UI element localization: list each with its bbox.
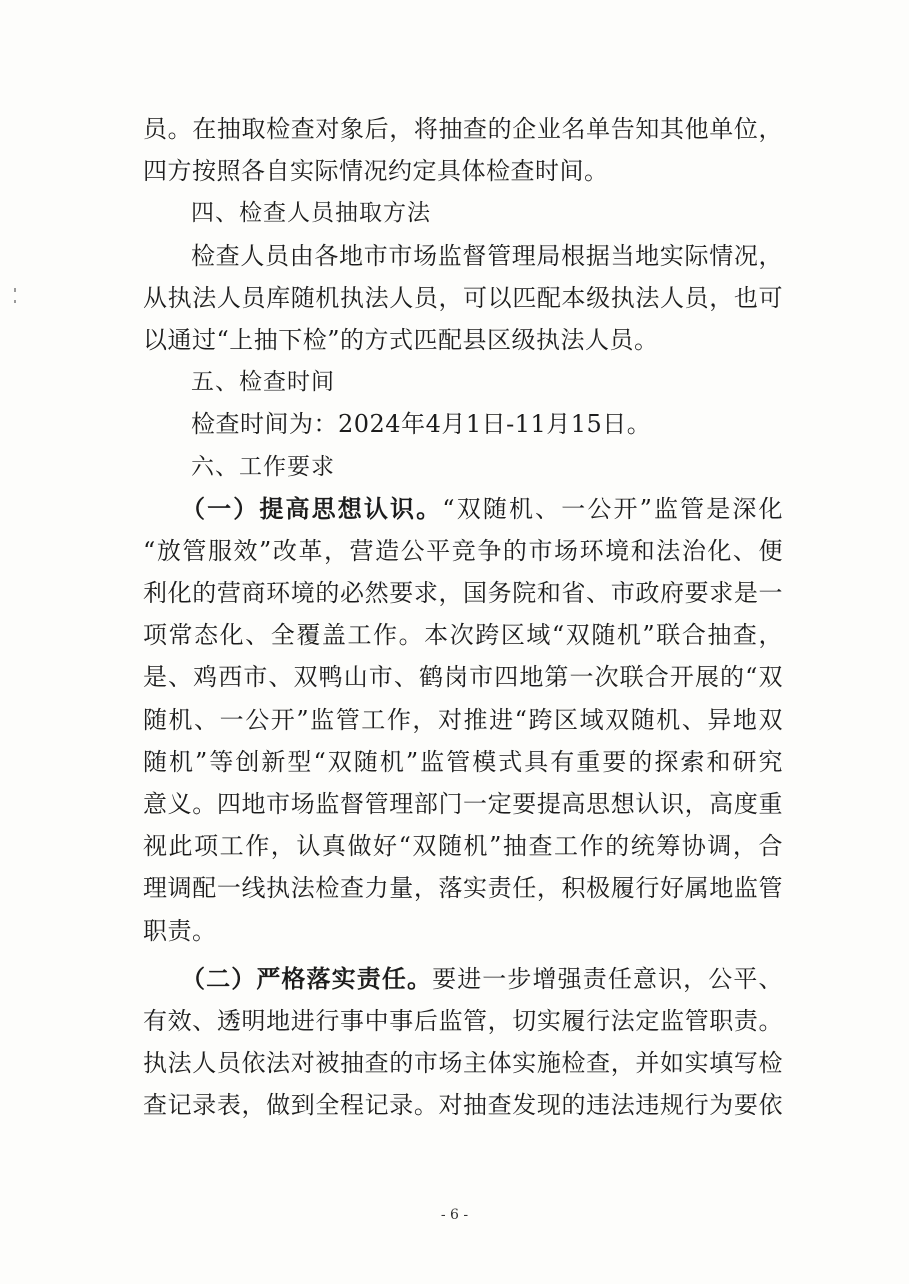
body-line: 意义。四地市场监督管理部门一定要提高思想认识，高度重 <box>143 790 783 818</box>
body-line: 执法人员依法对被抽查的市场主体实施检查，并如实填写检 <box>143 1049 783 1078</box>
section-heading: 四、检查人员抽取方法 <box>191 200 431 227</box>
body-line: “放管服效”改革，营造公平竞争的市场环境和法治化、便 <box>143 536 783 565</box>
body-line: 视此项工作，认真做好“双随机”抽查工作的统筹协调，合 <box>143 832 783 861</box>
body-text: “双随机、一公开”监管是深化 <box>442 494 784 523</box>
body-line: 是、鸡西市、双鸭山市、鹤岗市四地第一次联合开展的“双 <box>143 663 783 692</box>
body-line: 从执法人员库随机执法人员，可以匹配本级执法人员，也可 <box>143 283 783 312</box>
body-line: 随机”等创新型“双随机”监管模式具有重要的探索和研究 <box>143 747 783 776</box>
scan-mark <box>14 288 16 292</box>
body-line <box>143 958 783 1000</box>
body-line: 以通过“上抽下检”的方式匹配县区级执法人员。 <box>143 325 659 354</box>
body-text: 要进一步增强责任意识，公平、 <box>432 964 784 993</box>
body-line: 员。在抽取检查对象后，将抽查的企业名单告知其他单位， <box>143 115 783 143</box>
body-line: 四方按照各自实际情况约定具体检查时间。 <box>143 157 609 186</box>
scan-mark <box>14 300 16 303</box>
document-body <box>143 108 783 1127</box>
section-heading: 五、检查时间 <box>191 369 335 396</box>
page-number: - 6 - <box>440 1207 469 1223</box>
section-heading: 六、工作要求 <box>191 453 335 480</box>
paragraph-lead: （二）严格落实责任。 <box>181 963 433 993</box>
body-line: 项常态化、全覆盖工作。本次跨区域“双随机”联合抽查， <box>143 621 783 650</box>
body-line <box>143 488 783 530</box>
body-line: 检查人员由各地市市场监督管理局根据当地实际情况， <box>191 241 783 270</box>
body-line: 职责。 <box>143 916 217 945</box>
body-line: 检查时间为：2024年4月1日-11月15日。 <box>191 410 652 439</box>
paragraph-lead: （一）提高思想认识。 <box>181 493 443 523</box>
body-line: 查记录表，做到全程记录。对抽查发现的违法违规行为要依 <box>143 1091 783 1120</box>
body-line: 有效、透明地进行事中事后监管，切实履行法定监管职责。 <box>143 1006 783 1035</box>
body-line: 利化的营商环境的必然要求，国务院和省、市政府要求是一 <box>143 579 783 608</box>
body-line: 理调配一线执法检查力量，落实责任，积极履行好属地监管 <box>143 874 783 903</box>
body-line: 随机、一公开”监管工作，对推进“跨区域双随机、异地双 <box>143 705 783 734</box>
